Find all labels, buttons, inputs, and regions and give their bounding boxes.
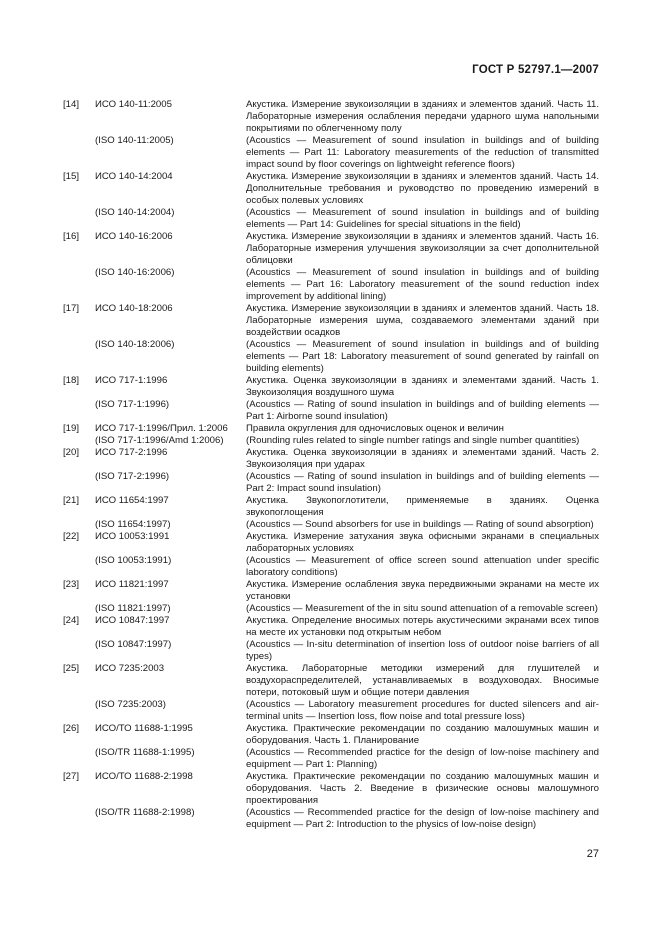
standard-title: (Acoustics — Laboratory measurement procedures for ducted silencers and air-terminal units — Insertion loss, flow noise and total pressure loss) xyxy=(246,699,599,722)
standard-title: Акустика. Оценка звукоизоляции в зданиях и элементами зданий. Часть 1. Звукоизоляция воздушного шума xyxy=(246,375,599,398)
standard-title: (Acoustics — Rating of sound insulation in buildings and of building elements — Part 1: Airborne sound insulation) xyxy=(246,399,599,422)
standard-title: (Acoustics — Measurement of sound insulation in buildings and of building elements — Part 16: Laboratory measurement of the sound reduction index improvement by additional lining) xyxy=(246,267,599,302)
standard-title: (Acoustics — Measurement of office screen sound attenuation under specific laboratory conditions) xyxy=(246,555,599,578)
reference-number: [18] xyxy=(63,375,80,386)
standard-code: (ISO 7235:2003) xyxy=(95,699,166,710)
reference-entry xyxy=(63,99,599,135)
reference-number: [22] xyxy=(63,531,80,542)
standard-code: (ISO 140-16:2006) xyxy=(95,267,175,278)
standard-title: (Acoustics — Measurement of sound insulation in buildings and of building elements — Part 14: Guidelines for special situations in the field) xyxy=(246,207,599,230)
standard-title: (Acoustics — Measurement of sound insulation in buildings and of building elements — Part 11: Laboratory measurements of the reduction of transmitted impact sound by floor coverings on lightweight reference floors) xyxy=(246,135,599,170)
standard-title: Акустика. Измерение звукоизоляции в зданиях и элементов зданий. Часть 18. Лабораторные измерения шума, создаваемого элементами зданий при воздействии осадков xyxy=(246,303,599,338)
standard-title: Акустика. Практические рекомендации по созданию малошумных машин и оборудования. Часть 2. Введение в физические основы малошумного проектирования xyxy=(246,771,599,806)
reference-entry xyxy=(63,555,599,579)
standard-code: ИСО 140-14:2004 xyxy=(95,171,173,182)
standard-title: Акустика. Измерение затухания звука офисными экранами в специальных лабораторных условиях xyxy=(246,531,599,554)
reference-number: [21] xyxy=(63,495,80,506)
reference-entry xyxy=(63,423,599,435)
reference-entry xyxy=(63,519,599,531)
standard-title: Акустика. Оценка звукоизоляции в зданиях и элементами зданий. Часть 2. Звукоизоляция при ударах xyxy=(246,447,599,470)
standard-code: (ISO 11821:1997) xyxy=(95,603,171,614)
standard-title: Акустика. Звукопоглотители, применяемые в зданиях. Оценка звукопоглощения xyxy=(246,495,599,518)
reference-number: [20] xyxy=(63,447,80,458)
reference-entry xyxy=(63,579,599,603)
standard-code: ИСО 10847:1997 xyxy=(95,615,170,626)
reference-entry xyxy=(63,135,599,171)
standard-code: ИСО 717-2:1996 xyxy=(95,447,168,458)
reference-number: [25] xyxy=(63,663,80,674)
standard-title: (Acoustics — Sound absorbers for use in buildings — Rating of sound absorption) xyxy=(246,519,594,530)
reference-entry xyxy=(63,171,599,207)
document-header: ГОСТ Р 52797.1—2007 xyxy=(472,64,599,76)
reference-entry xyxy=(63,603,599,615)
reference-entry xyxy=(63,471,599,495)
page-number: 27 xyxy=(586,848,599,860)
standard-code: (ISO 140-14:2004) xyxy=(95,207,175,218)
reference-entry xyxy=(63,771,599,807)
reference-entry xyxy=(63,699,599,723)
standard-title: Акустика. Измерение ослабления звука передвижными экранами на месте их установки xyxy=(246,579,599,602)
standard-code: (ISO/TR 11688-1:1995) xyxy=(95,747,195,758)
standard-code: (ISO 717-2:1996) xyxy=(95,471,170,482)
reference-entry xyxy=(63,231,599,267)
reference-number: [27] xyxy=(63,771,80,782)
reference-entry xyxy=(63,495,599,519)
reference-entry xyxy=(63,807,599,831)
standard-title: (Acoustics — In-situ determination of insertion loss of outdoor noise barriers of all types) xyxy=(246,639,599,662)
standard-code: ИСО 717-1:1996 xyxy=(95,375,168,386)
standard-title: Акустика. Определение вносимых потерь акустическими экранами всех типов на месте их установки под открытым небом xyxy=(246,615,599,638)
standard-code: (ISO 140-11:2005) xyxy=(95,135,174,146)
reference-entry xyxy=(63,339,599,375)
reference-number: [15] xyxy=(63,171,80,182)
reference-entry xyxy=(63,639,599,663)
bibliography-list xyxy=(63,99,599,831)
standard-title: (Acoustics — Recommended practice for the design of low-noise machinery and equipment — Part 2: Introduction to the physics of low-noise design) xyxy=(246,807,599,830)
standard-code: ИСО 140-11:2005 xyxy=(95,99,172,110)
standard-code: ИСО/ТО 11688-2:1998 xyxy=(95,771,193,782)
reference-entry xyxy=(63,723,599,747)
standard-title: Правила округления для одночисловых оценок и величин xyxy=(246,423,504,434)
standard-code: (ISO/TR 11688-2:1998) xyxy=(95,807,195,818)
standard-code: ИСО 140-16:2006 xyxy=(95,231,173,242)
reference-entry xyxy=(63,663,599,699)
reference-number: [16] xyxy=(63,231,80,242)
reference-number: [26] xyxy=(63,723,80,734)
standard-title: Акустика. Измерение звукоизоляции в зданиях и элементов зданий. Часть 14. Дополнительные требования и руководство по проведению измерений в особых полевых условиях xyxy=(246,171,599,206)
standard-code: (ISO 10053:1991) xyxy=(95,555,172,566)
standard-code: (ISO 717-1:1996) xyxy=(95,399,170,410)
standard-code: ИСО 140-18:2006 xyxy=(95,303,173,314)
standard-title: Акустика. Измерение звукоизоляции в зданиях и элементов зданий. Часть 11. Лабораторные измерения ослабления передачи ударного шума напольными покрытиями по облегченному полу xyxy=(246,99,599,134)
standard-code: (ISO 140-18:2006) xyxy=(95,339,175,350)
reference-number: [23] xyxy=(63,579,80,590)
reference-entry xyxy=(63,267,599,303)
standard-title: (Acoustics — Recommended practice for the design of low-noise machinery and equipment — Part 1: Planning) xyxy=(246,747,599,770)
standard-code: ИСО/ТО 11688-1:1995 xyxy=(95,723,193,734)
reference-number: [19] xyxy=(63,423,80,434)
standard-code: (ISO 717-1:1996/Amd 1:2006) xyxy=(95,435,224,446)
standard-code: ИСО 11654:1997 xyxy=(95,495,169,506)
standard-title: Акустика. Практические рекомендации по созданию малошумных машин и оборудования. Часть 1. Планирование xyxy=(246,723,599,746)
standard-code: ИСО 10053:1991 xyxy=(95,531,170,542)
standard-code: ИСО 11821:1997 xyxy=(95,579,169,590)
standard-title: Акустика. Измерение звукоизоляции в зданиях и элементов зданий. Часть 16. Лабораторные измерения улучшения звукоизоляции за счет дополнительной облицовки xyxy=(246,231,599,266)
reference-entry xyxy=(63,747,599,771)
reference-number: [17] xyxy=(63,303,80,314)
standard-code: ИСО 717-1:1996/Прил. 1:2006 xyxy=(95,423,228,434)
reference-entry xyxy=(63,435,599,447)
reference-number: [24] xyxy=(63,615,80,626)
reference-entry xyxy=(63,303,599,339)
reference-entry xyxy=(63,447,599,471)
reference-entry xyxy=(63,399,599,423)
reference-entry xyxy=(63,531,599,555)
reference-entry xyxy=(63,207,599,231)
reference-number: [14] xyxy=(63,99,80,110)
standard-title: (Rounding rules related to single number ratings and single number quantities) xyxy=(246,435,580,446)
reference-entry xyxy=(63,615,599,639)
standard-title: (Acoustics — Measurement of the in situ sound attenuation of a removable screen) xyxy=(246,603,598,614)
standard-code: ИСО 7235:2003 xyxy=(95,663,165,674)
standard-title: Акустика. Лабораторные методики измерений для глушителей и воздухораспределителей, устанавливаемых в воздуховодах. Вносимые потери, потоковый шум и общие потери давления xyxy=(246,663,599,698)
standard-title: (Acoustics — Measurement of sound insulation in buildings and of building elements — Part 18: Laboratory measurement of sound generated by rainfall on building elements) xyxy=(246,339,599,374)
reference-entry xyxy=(63,375,599,399)
standard-code: (ISO 11654:1997) xyxy=(95,519,171,530)
standard-code: (ISO 10847:1997) xyxy=(95,639,172,650)
standard-title: (Acoustics — Rating of sound insulation in buildings and of building elements — Part 2: Impact sound insulation) xyxy=(246,471,599,494)
